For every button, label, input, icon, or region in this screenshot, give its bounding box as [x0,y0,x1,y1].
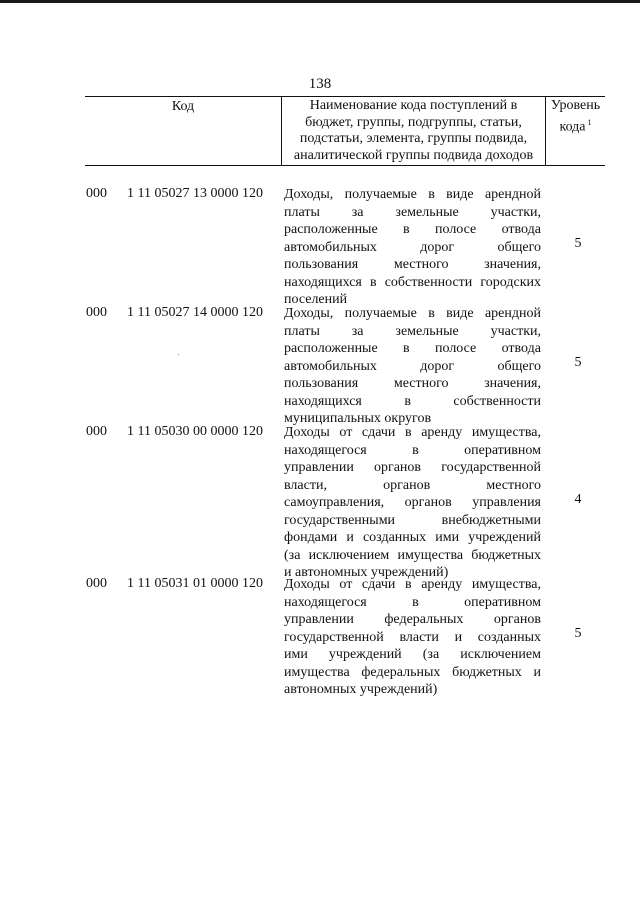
row-name-line: находящихся в собственности [284,393,541,409]
row-name-line: платы за земельные участки, [284,204,541,220]
row-name-line: Доходы от сдачи в аренду имущества, [284,425,541,440]
row-prefix: 000 [86,186,107,201]
row-name-line: автомобильных дорог общего [284,239,541,255]
row-name-line: расположенные в полосе отвода [284,341,541,356]
row-name-line: пользования местного значения, [284,376,541,391]
header-name [281,97,546,165]
row-name-line: государственной власти и созданных [284,629,541,645]
table-header [85,96,605,166]
row-name-line: управлении федеральных органов [284,612,541,627]
row-code: 1 11 05031 01 0000 120 [127,576,263,591]
row-name [284,305,541,428]
row-name-line: поселений [284,292,348,307]
scan-top-border [0,0,640,3]
row-level: 4 [574,492,582,507]
row-name-line: находящихся в собственности городских [284,274,541,290]
row-code: 1 11 05030 00 0000 120 [127,424,263,439]
row-name [284,424,541,582]
row-name-line: Доходы, получаемые в виде арендной [284,187,541,202]
row-level: 5 [574,236,582,251]
row-name-line: имущества федеральных бюджетных и [284,664,541,680]
row-prefix: 000 [86,305,107,320]
row-code: 1 11 05027 14 0000 120 [127,305,263,320]
row-name-line: государственными внебюджетными [284,512,541,528]
header-name-line: аналитической группы подвида доходов [293,147,534,163]
row-name-line: власти, органов местного [284,477,541,493]
row-name-line: и автономных учреждений) [284,565,449,580]
row-prefix: 000 [86,576,107,591]
row-level: 5 [574,626,582,641]
row-name-line: платы за земельные участки, [284,323,541,339]
row-prefix: 000 [86,424,107,439]
row-name-line: управлении органов государственной [284,460,541,475]
header-code: Код [171,99,195,114]
page-number: 138 [308,76,332,92]
header-name-line: Наименование кода поступлений в [309,98,518,113]
row-name-line: Доходы от сдачи в аренду имущества, [284,577,541,592]
row-name-line: муниципальных округов [284,411,432,426]
row-name [284,186,541,309]
row-name-line: Доходы, получаемые в виде арендной [284,306,541,321]
footnote-marker: 1 [587,117,592,127]
row-name-line: находящегося в оперативном [284,594,541,610]
row-name-line: самоуправления, органов управления [284,495,541,510]
row-code: 1 11 05027 13 0000 120 [127,186,263,201]
row-name-line: ими учреждений (за исключением [284,647,541,662]
header-name-line: бюджет, группы, подгруппы, статьи, [305,114,522,130]
header-level-word: кода [559,119,586,135]
header-level-line [546,115,605,136]
row-name-line: автомобильных дорог общего [284,358,541,374]
header-level-line: Уровень [550,98,601,113]
scan-speck [178,354,179,355]
row-name [284,576,541,699]
header-name-line: подстатьи, элемента, группы подвида, [299,131,528,146]
row-level: 5 [574,355,582,370]
row-name-line: находящегося в оперативном [284,442,541,458]
row-name-line: фондами и созданных ими учреждений [284,530,541,545]
row-name-line: пользования местного значения, [284,257,541,272]
header-level [546,97,605,136]
row-name-line: (за исключением имущества бюджетных [284,547,541,563]
row-name-line: расположенные в полосе отвода [284,222,541,237]
row-name-line: автономных учреждений) [284,682,438,697]
